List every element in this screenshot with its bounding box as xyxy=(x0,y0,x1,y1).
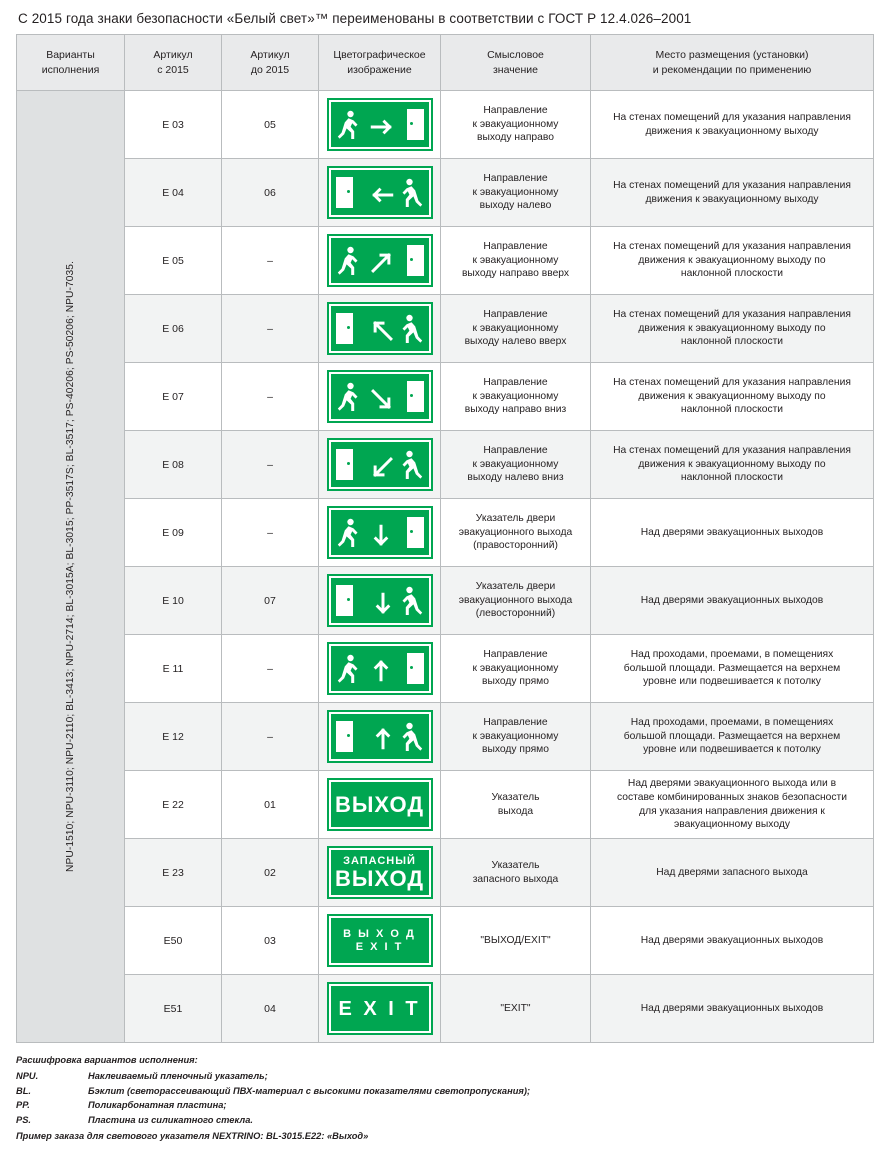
footer-example: Пример заказа для светового указателя NEXTRINO: BL-3015.E22: «Выход» xyxy=(16,1131,369,1142)
door-icon xyxy=(407,109,424,140)
footer-item xyxy=(16,1113,873,1127)
safety-sign xyxy=(327,302,433,355)
placement-cell: На стенах помещений для указания направления движения к эвакуационному выходу по наклонной плоскости xyxy=(591,227,874,295)
sign-text: ВЫХОД xyxy=(334,791,425,817)
meaning-cell: Направление к эвакуационному выходу направо вверх xyxy=(441,227,591,295)
article-new: E 12 xyxy=(125,703,222,771)
footer-item-abbr: NPU. xyxy=(16,1071,39,1082)
placement-cell: На стенах помещений для указания направления движения к эвакуационному выходу по наклонной плоскости xyxy=(591,295,874,363)
sign-image-cell xyxy=(319,431,441,499)
article-old: – xyxy=(222,363,319,431)
placement-cell: Над проходами, проемами, в помещениях большой площади. Размещается на верхнем уровне или подвешивается к потолку xyxy=(591,635,874,703)
placement-cell: Над дверями эвакуационных выходов xyxy=(591,499,874,567)
meaning-cell: Направление к эвакуационному выходу направо вниз xyxy=(441,363,591,431)
article-new: E50 xyxy=(125,907,222,975)
running-man-icon xyxy=(337,246,361,277)
placement-cell: На стенах помещений для указания направления движения к эвакуационному выходу xyxy=(591,91,874,159)
footer-item-abbr: PP. xyxy=(16,1100,30,1111)
table-row xyxy=(17,91,874,159)
placement-cell: На стенах помещений для указания направления движения к эвакуационному выходу по наклонной плоскости xyxy=(591,431,874,499)
table-row xyxy=(17,975,874,1043)
meaning-cell: Направление к эвакуационному выходу налево вниз xyxy=(441,431,591,499)
sign-image-cell xyxy=(319,635,441,703)
table-row xyxy=(17,771,874,839)
safety-sign xyxy=(327,574,433,627)
header-meaning xyxy=(441,35,591,91)
door-icon xyxy=(407,653,424,684)
header-meaning-line1: Смысловое xyxy=(487,49,544,62)
header-article-new-line1: Артикул xyxy=(153,49,193,62)
header-variants xyxy=(17,35,125,91)
running-man-icon xyxy=(399,722,423,753)
arrow-icon xyxy=(367,521,395,554)
footer-item-desc: Пластина из силикатного стекла. xyxy=(88,1114,253,1125)
sign-image-cell xyxy=(319,295,441,363)
header-placement-line1: Место размещения (установки) xyxy=(655,49,809,62)
table-row xyxy=(17,839,874,907)
article-new: E 06 xyxy=(125,295,222,363)
placement-cell: Над проходами, проемами, в помещениях большой площади. Размещается на верхнем уровне или подвешивается к потолку xyxy=(591,703,874,771)
signs-table xyxy=(16,34,874,1043)
sign-image-cell xyxy=(319,907,441,975)
table-row xyxy=(17,295,874,363)
article-new: E 07 xyxy=(125,363,222,431)
door-icon xyxy=(336,585,353,616)
header-image-line1: Цветографическое xyxy=(333,49,426,62)
footer-item-desc: Бэклит (светорассеивающий ПВХ-материал с высокими показателями светопропускания); xyxy=(88,1085,531,1096)
arrow-icon xyxy=(369,725,397,758)
header-image-line2: изображение xyxy=(347,63,412,76)
table-row xyxy=(17,907,874,975)
sign-image-cell xyxy=(319,159,441,227)
header-meaning-line2: значение xyxy=(492,63,539,76)
article-old: 01 xyxy=(222,771,319,839)
article-new: E 08 xyxy=(125,431,222,499)
table-body xyxy=(17,91,874,1043)
footer-legend xyxy=(16,1053,873,1143)
running-man-icon xyxy=(399,450,423,481)
header-article-new xyxy=(125,35,222,91)
placement-cell: Над дверями запасного выхода xyxy=(591,839,874,907)
article-new: E 09 xyxy=(125,499,222,567)
door-icon xyxy=(336,313,353,344)
table-row xyxy=(17,363,874,431)
meaning-cell: "EXIT" xyxy=(441,975,591,1043)
arrow-icon xyxy=(367,385,395,418)
placement-cell: Над дверями эвакуационных выходов xyxy=(591,907,874,975)
meaning-cell: Указатель выхода xyxy=(441,771,591,839)
header-image xyxy=(319,35,441,91)
article-old: 05 xyxy=(222,91,319,159)
safety-sign xyxy=(327,506,433,559)
variants-list: NPU-1510; NPU-3110; NPU-2110; BL-3413; NPU-2714; BL-3015A; BL-3015; PP-3517S; BL-3517; PS-40206; PS-50206; NPU-7035. xyxy=(65,261,76,872)
meaning-cell: "ВЫХОД/EXIT" xyxy=(441,907,591,975)
sign-image-cell xyxy=(319,499,441,567)
header-placement xyxy=(591,35,874,91)
sign-image-cell xyxy=(319,771,441,839)
arrow-icon xyxy=(369,589,397,622)
door-icon xyxy=(407,517,424,548)
table-row xyxy=(17,567,874,635)
door-icon xyxy=(407,245,424,276)
arrow-icon xyxy=(367,657,395,690)
footer-title: Расшифровка вариантов исполнения: xyxy=(16,1055,198,1065)
footer-item-abbr: BL. xyxy=(16,1085,31,1096)
table-row xyxy=(17,635,874,703)
door-icon xyxy=(407,381,424,412)
safety-sign xyxy=(327,846,433,899)
sign-image-cell xyxy=(319,227,441,295)
running-man-icon xyxy=(399,178,423,209)
safety-sign xyxy=(327,982,433,1035)
article-old: – xyxy=(222,635,319,703)
sign-image-cell xyxy=(319,567,441,635)
header-article-new-line2: с 2015 xyxy=(157,63,189,76)
article-new: E 23 xyxy=(125,839,222,907)
safety-sign xyxy=(327,778,433,831)
footer-item-abbr: PS. xyxy=(16,1114,31,1125)
placement-cell: Над дверями эвакуационных выходов xyxy=(591,975,874,1043)
placement-cell: На стенах помещений для указания направления движения к эвакуационному выходу xyxy=(591,159,874,227)
meaning-cell: Направление к эвакуационному выходу прямо xyxy=(441,703,591,771)
article-new: E 05 xyxy=(125,227,222,295)
article-old: 02 xyxy=(222,839,319,907)
sign-image-cell xyxy=(319,363,441,431)
sign-image-cell xyxy=(319,703,441,771)
placement-cell: Над дверями эвакуационных выходов xyxy=(591,567,874,635)
running-man-icon xyxy=(399,314,423,345)
safety-sign xyxy=(327,234,433,287)
arrow-icon xyxy=(369,317,397,350)
article-new: E 22 xyxy=(125,771,222,839)
article-old: – xyxy=(222,499,319,567)
article-old: 03 xyxy=(222,907,319,975)
door-icon xyxy=(336,449,353,480)
arrow-icon xyxy=(369,181,397,214)
footer-items xyxy=(16,1069,873,1127)
running-man-icon xyxy=(337,110,361,141)
safety-sign xyxy=(327,914,433,967)
header-article-old xyxy=(222,35,319,91)
sign-image-cell xyxy=(319,975,441,1043)
safety-sign xyxy=(327,166,433,219)
article-old: 06 xyxy=(222,159,319,227)
meaning-cell: Направление к эвакуационному выходу налево xyxy=(441,159,591,227)
arrow-icon xyxy=(367,249,395,282)
footer-item-desc: Наклеиваемый пленочный указатель; xyxy=(88,1071,268,1082)
arrow-icon xyxy=(367,113,395,146)
safety-sign xyxy=(327,98,433,151)
door-icon xyxy=(336,721,353,752)
sign-text: ЗАПАСНЫЙ ВЫХОД xyxy=(334,855,425,891)
article-old: 07 xyxy=(222,567,319,635)
meaning-cell: Направление к эвакуационному выходу направо xyxy=(441,91,591,159)
arrow-icon xyxy=(369,453,397,486)
article-new: E51 xyxy=(125,975,222,1043)
article-new: E 11 xyxy=(125,635,222,703)
meaning-cell: Указатель двери эвакуационного выхода (левосторонний) xyxy=(441,567,591,635)
footer-item xyxy=(16,1084,873,1098)
header-placement-line2: и рекомендации по применению xyxy=(652,63,812,76)
variants-cell xyxy=(17,91,125,1043)
footer-item xyxy=(16,1069,873,1083)
meaning-cell: Указатель запасного выхода xyxy=(441,839,591,907)
placement-cell: На стенах помещений для указания направления движения к эвакуационному выходу по наклонной плоскости xyxy=(591,363,874,431)
article-new: E 03 xyxy=(125,91,222,159)
header-article-old-line2: до 2015 xyxy=(250,63,290,76)
header-variants-line2: исполнения xyxy=(41,63,100,76)
safety-sign xyxy=(327,642,433,695)
meaning-cell: Направление к эвакуационному выходу налево вверх xyxy=(441,295,591,363)
sign-image-cell xyxy=(319,839,441,907)
meaning-cell: Указатель двери эвакуационного выхода (правосторонний) xyxy=(441,499,591,567)
door-icon xyxy=(336,177,353,208)
safety-sign xyxy=(327,370,433,423)
table-row xyxy=(17,159,874,227)
article-old: – xyxy=(222,295,319,363)
table-row xyxy=(17,703,874,771)
safety-sign xyxy=(327,438,433,491)
meaning-cell: Направление к эвакуационному выходу прямо xyxy=(441,635,591,703)
article-old: – xyxy=(222,703,319,771)
page-title: С 2015 года знаки безопасности «Белый свет»™ переименованы в соответствии с ГОСТ Р 12.4.026–2001 xyxy=(18,11,692,26)
article-new: E 04 xyxy=(125,159,222,227)
article-old: – xyxy=(222,227,319,295)
footer-item xyxy=(16,1098,873,1112)
running-man-icon xyxy=(337,518,361,549)
placement-cell: Над дверями эвакуационного выхода или в составе комбинированных знаков безопасности для указания направления движения к эвакуационному выходу xyxy=(591,771,874,839)
running-man-icon xyxy=(399,586,423,617)
table-row xyxy=(17,227,874,295)
table-row xyxy=(17,431,874,499)
article-old: 04 xyxy=(222,975,319,1043)
header-article-old-line1: Артикул xyxy=(250,49,290,62)
header-variants-line1: Варианты xyxy=(46,49,95,62)
sign-text: E X I T xyxy=(338,997,421,1020)
sign-image-cell xyxy=(319,91,441,159)
running-man-icon xyxy=(337,382,361,413)
article-new: E 10 xyxy=(125,567,222,635)
article-old: – xyxy=(222,431,319,499)
sign-text: В Ы Х О Д E X I T xyxy=(343,927,416,953)
table-row xyxy=(17,499,874,567)
table-header xyxy=(17,35,874,91)
footer-item-desc: Поликарбонатная пластина; xyxy=(88,1100,227,1111)
safety-sign xyxy=(327,710,433,763)
running-man-icon xyxy=(337,654,361,685)
